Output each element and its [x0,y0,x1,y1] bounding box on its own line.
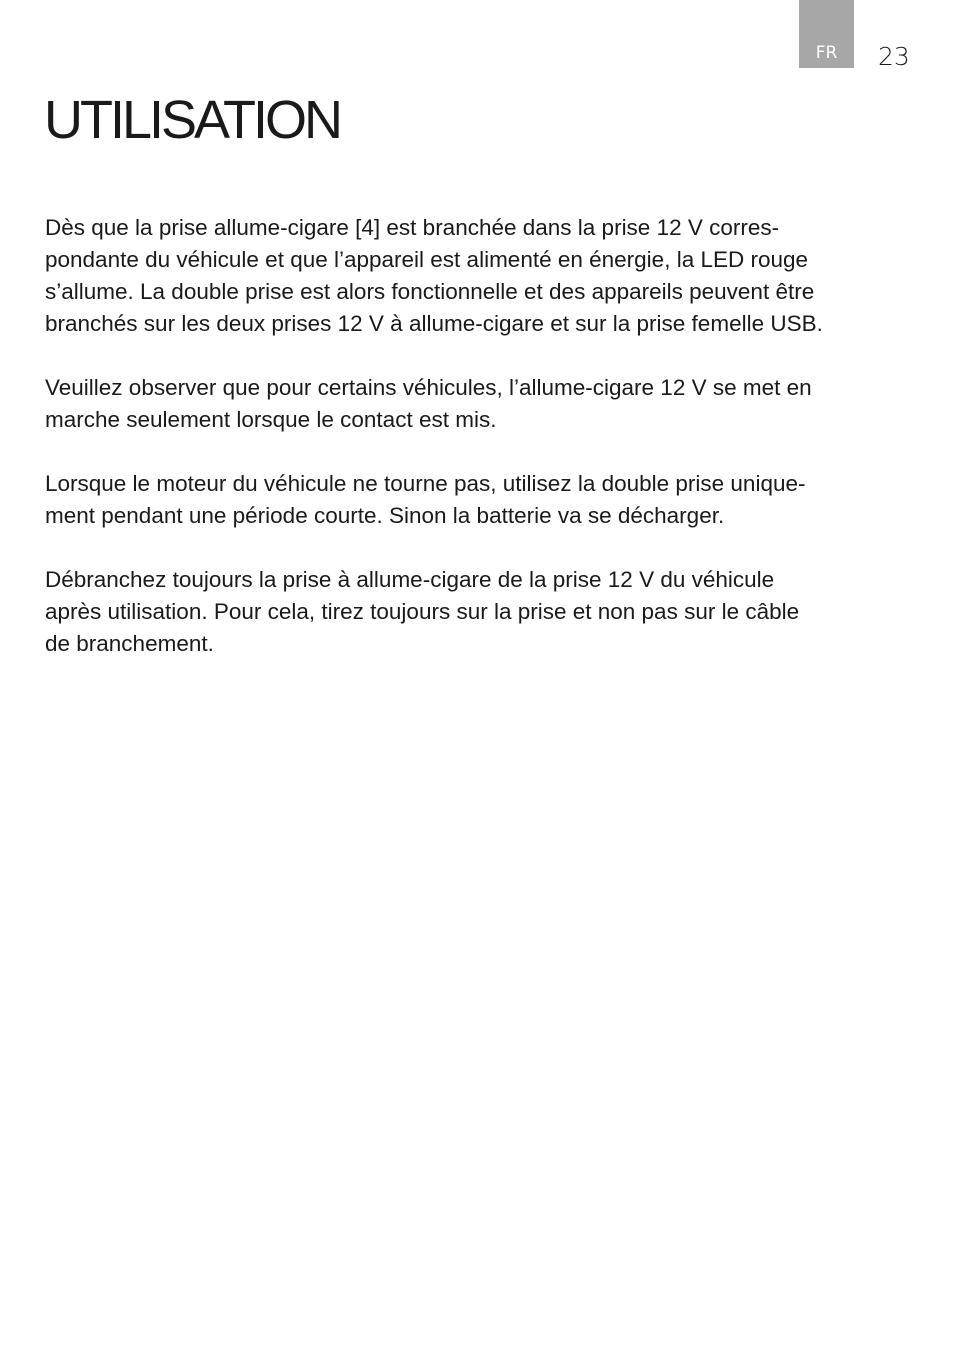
paragraph-1: Dès que la prise allume-cigare [4] est branchée dans la prise 12 V corres- pondante du véhicule et que l’appareil est alimenté en énergie, la LED rouge s’allume. La double prise est alors fonctionnelle et des appareils peuvent être branchés sur les deux prises 12 V à allume-cigare et sur la prise femelle USB. [45,215,823,336]
language-tab [799,0,854,68]
paragraph-3: Lorsque le moteur du véhicule ne tourne pas, utilisez la double prise unique- ment pendant une période courte. Sinon la batterie va se décharger. [45,471,806,528]
page-title: UTILISATION [44,90,341,150]
paragraph-4: Débranchez toujours la prise à allume-cigare de la prise 12 V du véhicule après utilisation. Pour cela, tirez toujours sur la prise et non pas sur le câble de branchement. [45,567,800,656]
language-label: FR [815,43,838,63]
paragraph-2: Veuillez observer que pour certains véhicules, l’allume-cigare 12 V se met en marche seulement lorsque le contact est mis. [45,375,812,432]
page-number: 23 [878,42,910,71]
body-text [45,212,925,692]
